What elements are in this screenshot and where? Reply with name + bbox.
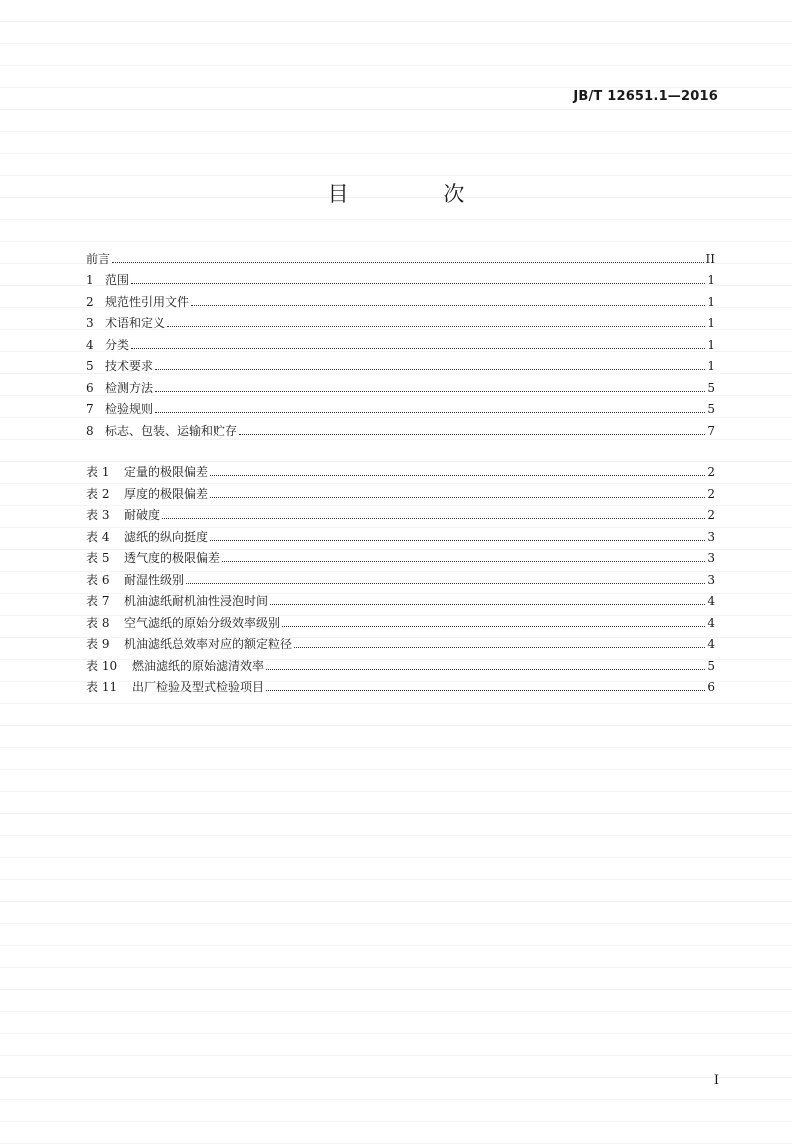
toc-entry-page: 1 (707, 316, 715, 330)
document-code: JB/T 12651.1—2016 (573, 89, 718, 104)
toc-entry-label: 规范性引用文件 (105, 294, 190, 309)
toc-entry-label: 标志、包装、运输和贮存 (105, 423, 238, 438)
toc-table-entry[interactable] (86, 673, 715, 695)
toc-entry-number: 表 11 (86, 680, 118, 694)
toc-entry-page: 2 (707, 508, 715, 522)
leader-dots (131, 282, 705, 284)
leader-dots (282, 625, 705, 627)
toc-entry[interactable] (86, 287, 715, 309)
toc-entry-number: 7 (86, 402, 94, 416)
toc-entry-label: 耐破度 (124, 508, 161, 522)
leader-dots (112, 261, 704, 263)
toc-table-entry[interactable] (86, 630, 715, 652)
toc-entry[interactable] (86, 244, 715, 266)
toc-entry-page: 7 (707, 423, 715, 438)
toc-entry-page: 5 (707, 658, 715, 673)
toc-entry-number: 表 3 (86, 508, 110, 522)
toc-entry-number: 1 (86, 273, 94, 287)
toc-table-entry[interactable] (86, 522, 715, 544)
leader-dots (167, 325, 705, 327)
leader-dots (191, 304, 705, 306)
toc-table-entry[interactable] (86, 544, 715, 566)
toc-entry[interactable] (86, 352, 715, 374)
toc-entry-number: 8 (86, 423, 94, 438)
leader-dots (162, 517, 705, 519)
toc-entry-number: 表 4 (86, 529, 110, 544)
toc-entry-label: 燃油滤纸的原始滤清效率 (132, 658, 265, 673)
toc-entry-label: 透气度的极限偏差 (124, 551, 221, 565)
leader-dots (270, 603, 705, 605)
toc-entry[interactable] (86, 309, 715, 331)
leader-dots (294, 646, 705, 648)
toc-entry-label: 分类 (105, 337, 130, 352)
toc-entry-page: 3 (707, 572, 715, 587)
toc-entry-number: 3 (86, 316, 94, 330)
toc-entry[interactable] (86, 416, 715, 438)
toc-entry-label: 机油滤纸耐机油性浸泡时间 (124, 594, 269, 608)
toc-entry-label: 检验规则 (105, 402, 154, 416)
leader-dots (155, 390, 705, 392)
toc-entry-label: 术语和定义 (105, 316, 166, 330)
toc-table-entry[interactable] (86, 565, 715, 587)
toc-entry-label: 范围 (105, 273, 130, 287)
toc-entry-number: 表 8 (86, 615, 110, 630)
table-of-contents (86, 244, 715, 694)
toc-entry-number: 4 (86, 337, 94, 352)
page-title: 目 次 (327, 182, 509, 206)
toc-entry-page: 1 (707, 273, 715, 287)
toc-entry-label: 空气滤纸的原始分级效率级别 (124, 615, 281, 630)
leader-dots (222, 560, 705, 562)
toc-entry-number: 表 5 (86, 551, 110, 565)
toc-table-entry[interactable] (86, 479, 715, 501)
page-number: I (713, 1073, 719, 1088)
toc-entry-number: 表 10 (86, 658, 118, 673)
toc-entry-label: 检测方法 (105, 380, 154, 395)
leader-dots (210, 496, 705, 498)
toc-entry-page: 4 (707, 637, 715, 651)
toc-entry-page: 4 (707, 594, 715, 608)
toc-entry-number: 表 9 (86, 637, 110, 651)
toc-entry[interactable] (86, 395, 715, 417)
toc-entry-label: 滤纸的纵向挺度 (124, 529, 209, 544)
toc-entry[interactable] (86, 373, 715, 395)
leader-dots (131, 347, 705, 349)
leader-dots (155, 368, 705, 370)
toc-entry-page: 2 (707, 486, 715, 501)
toc-entry-page: 5 (707, 402, 715, 416)
toc-table-entry[interactable] (86, 651, 715, 673)
toc-table-entry[interactable] (86, 608, 715, 630)
leader-dots (266, 689, 705, 691)
toc-entry-label: 技术要求 (105, 359, 154, 373)
toc-entry-label: 机油滤纸总效率对应的额定粒径 (124, 637, 293, 651)
toc-entry-label: 出厂检验及型式检验项目 (132, 680, 265, 694)
leader-dots (266, 668, 705, 670)
toc-entry-number: 6 (86, 380, 94, 395)
toc-entry-page: II (705, 251, 715, 266)
toc-entry-page: 3 (707, 529, 715, 544)
leader-dots (155, 411, 705, 413)
toc-entry-number: 表 2 (86, 486, 110, 501)
toc-entry-number: 2 (86, 294, 94, 309)
toc-sections (86, 244, 715, 438)
toc-entry-number: 表 7 (86, 594, 110, 608)
toc-entry-number: 5 (86, 359, 94, 373)
toc-entry-page: 1 (707, 294, 715, 309)
toc-entry-page: 4 (707, 615, 715, 630)
toc-entry-page: 3 (707, 551, 715, 565)
toc-entry-page: 1 (707, 359, 715, 373)
toc-entry-label: 定量的极限偏差 (124, 465, 209, 479)
toc-entry[interactable] (86, 330, 715, 352)
toc-entry-page: 5 (707, 380, 715, 395)
toc-entry-page: 6 (707, 680, 715, 694)
leader-dots (210, 474, 705, 476)
toc-table-entry[interactable] (86, 587, 715, 609)
toc-table-entry[interactable] (86, 501, 715, 523)
leader-dots (210, 539, 705, 541)
toc-entry[interactable] (86, 266, 715, 288)
toc-entry-number: 表 1 (86, 465, 110, 479)
toc-entry-label: 前言 (86, 251, 111, 266)
toc-entry-label: 厚度的极限偏差 (124, 486, 209, 501)
toc-entry-page: 1 (707, 337, 715, 352)
toc-entry-number: 表 6 (86, 572, 110, 587)
toc-table-entry[interactable] (86, 458, 715, 480)
toc-tables (86, 458, 715, 695)
leader-dots (239, 433, 705, 435)
toc-entry-page: 2 (707, 465, 715, 479)
leader-dots (186, 582, 705, 584)
toc-entry-label: 耐湿性级别 (124, 572, 185, 587)
